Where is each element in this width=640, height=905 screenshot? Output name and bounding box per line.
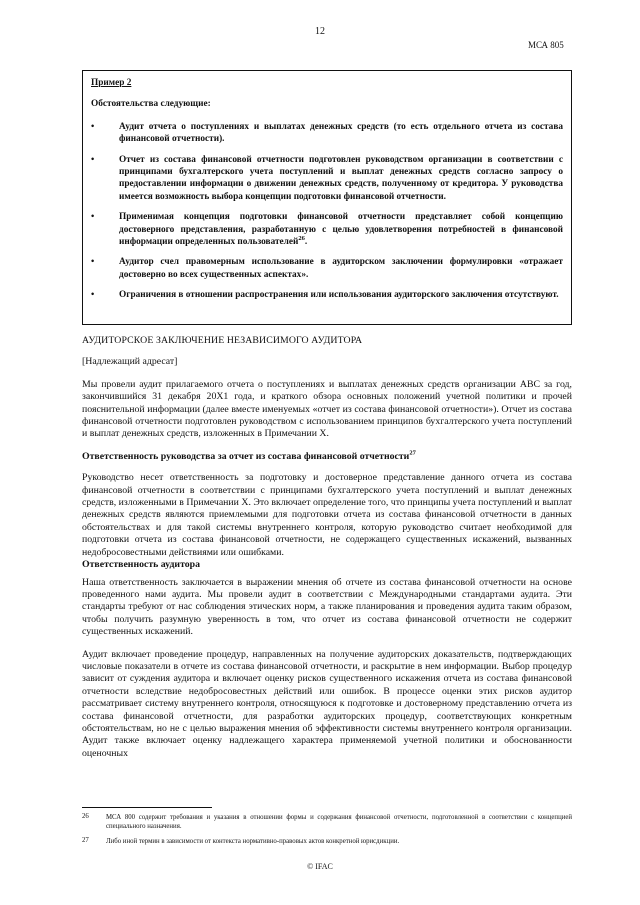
management-paragraph: Руководство несет ответственность за подготовку и достоверное представление данного отчета из состава финансовой отчетности в соответствии с принципами бухгалтерского учета поступлений и выплат денежных средств, изложенными в Примечании X. Это включает определение того, что принципы учета поступлений и выплат денежных средств являются приемлемыми для подготовки отчета из состава финансовой отчетности в данных обстоятельствах и для такой системы внутреннего контроля, которую руководство считает необходимой для подготовки отчета из состава финансовой отчетности, не содержащего существенных искажений, вызванных недобросовестными действиями или ошибками. xyxy=(82,472,572,558)
list-item-text: Применимая концепция подготовки финансовой отчетности представляет собой концепцию достоверного представления, разработанную с целью удовлетворения потребностей в финансовой информации определенных пользователей xyxy=(119,212,563,248)
example-title: Пример 2 xyxy=(91,78,132,88)
addressee: [Надлежащий адресат] xyxy=(82,356,178,368)
bullet-icon: • xyxy=(91,257,95,268)
bullet-icon: • xyxy=(91,154,95,165)
footer-copyright: © IFAC xyxy=(307,862,333,871)
report-heading: АУДИТОРСКОЕ ЗАКЛЮЧЕНИЕ НЕЗАВИСИМОГО АУДИТОРА xyxy=(82,335,363,346)
footnote-26 xyxy=(82,813,572,831)
list-item-end: . xyxy=(304,237,308,248)
circumstances-list xyxy=(91,121,563,302)
footnote-ref-27[interactable]: 27 xyxy=(409,449,416,457)
list-item-text: Отчет из состава финансовой отчетности подготовлен руководством организации в соответствии с принципами бухгалтерского учета поступлений и выплат денежных средств согласно запросу о предоставлении информации о движении денежных средств, полученному от кредитора. У руководства имеется возможность выбора концепции подготовки финансовой отчетности. xyxy=(119,154,563,202)
auditor-responsibility-heading: Ответственность аудитора xyxy=(82,559,200,571)
page-number: 12 xyxy=(315,26,325,37)
list-item xyxy=(91,211,563,248)
bullet-icon: • xyxy=(91,290,95,301)
footnote-number: 26 xyxy=(82,813,89,820)
footnote-ref-26[interactable]: 26 xyxy=(298,234,305,242)
heading-text: Ответственность руководства за отчет из состава финансовой отчетности xyxy=(82,450,410,462)
auditor-paragraph-2: Аудит включает проведение процедур, направленных на получение аудиторских доказательств, подтверждающих числовые показатели в отчете из состава финансовой отчетности, и раскрытие в нем информации. Выбор процедур зависит от суждения аудитора и включает оценку рисков существенного искажения отчета из состава финансовой отчетности вследствие недобросовестных действий или ошибок. В процессе оценки этих рисков аудитор рассматривает систему внутреннего контроля, относящуюся к подготовке и достоверному представлению отчета из состава финансовой отчетности, для разработки аудиторских процедур, соответствующих конкретным обстоятельствам, но не с целью выражения мнения об эффективности системы внутреннего контроля организации. Аудит также включает оценку надлежащего характера применяемой учетной политики и обоснованности оценочных xyxy=(82,648,572,759)
list-item-text: Ограничения в отношении распространения или использования аудиторского заключения отсутствуют. xyxy=(119,290,559,301)
intro-paragraph: Мы провели аудит прилагаемого отчета о поступлениях и выплатах денежных средств организации ABC за год, закончившийся 31 декабря 20X1 года, и краткого обзора основных положений учетной политики и прочей пояснительной информации (далее вместе именуемых «отчет из состава финансовой отчетности»). Отчет из состава финансовой отчетности подготовлен руководством с использованием принципов бухгалтерского учета поступлений и выплат денежных средств, изложенных в Примечании X. xyxy=(82,378,572,440)
list-item xyxy=(91,256,563,281)
footnotes xyxy=(82,813,572,853)
footnote-divider xyxy=(82,807,212,808)
footnote-text: Либо иной термин в зависимости от контекста нормативно-правовых актов конкретной юрисдикции. xyxy=(106,838,400,846)
example-intro: Обстоятельства следующие: xyxy=(91,99,211,110)
bullet-icon: • xyxy=(91,121,95,132)
list-item xyxy=(91,289,563,301)
list-item-text: Аудит отчета о поступлениях и выплатах денежных средств (то есть отдельного отчета из состава финансовой отчетности). xyxy=(119,121,563,145)
report-body xyxy=(82,335,572,760)
list-item xyxy=(91,154,563,204)
auditor-paragraph-1: Наша ответственность заключается в выражении мнения об отчете из состава финансовой отчетности на основе проведенного нами аудита. Мы провели аудит в соответствии с Международными стандартами аудита. Эти стандарты требуют от нас соблюдения этических норм, а также планирования и проведения аудита таким образом, чтобы получить разумную уверенность в том, что отчет из состава финансовой отчетности не содержит существенных искажений. xyxy=(82,576,572,638)
bullet-icon: • xyxy=(91,212,95,223)
footnote-text: МСА 800 содержит требования и указания в отношении формы и содержания финансовой отчетности, подготовленной в соответствии с концепцией специального назначения. xyxy=(106,814,572,831)
footnote-number: 27 xyxy=(82,837,89,845)
list-item-text: Аудитор счел правомерным использование в аудиторском заключении формулировки «отражает достоверно во всех существенных аспектах». xyxy=(119,257,563,280)
example-box xyxy=(82,70,572,325)
standard-code: МСА 805 xyxy=(528,40,564,50)
list-item xyxy=(91,121,563,146)
management-responsibility-heading xyxy=(82,451,572,463)
footnote-27 xyxy=(82,837,572,846)
